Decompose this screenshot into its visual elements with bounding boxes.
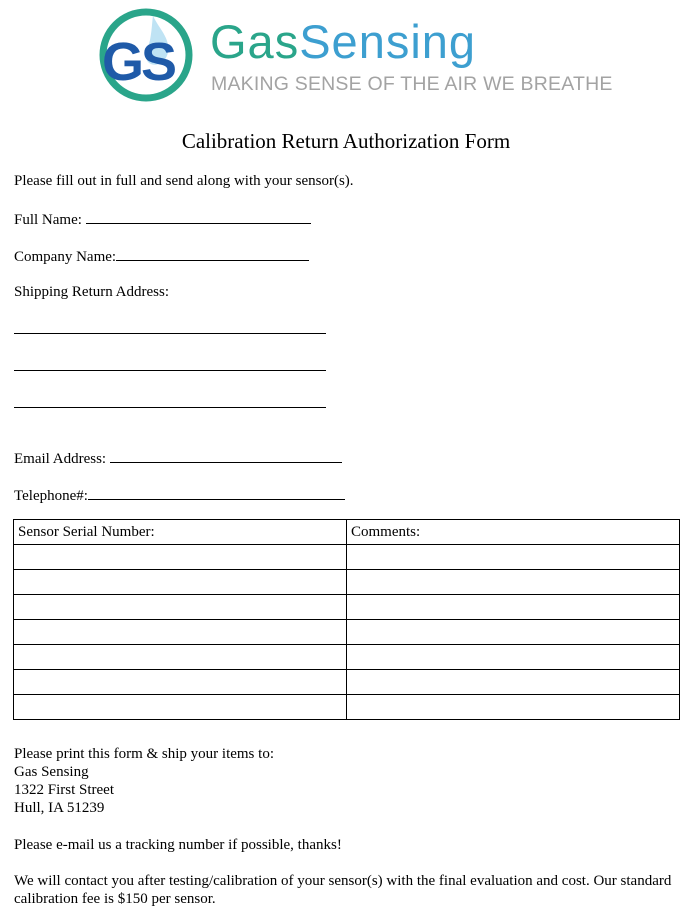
tracking-note: Please e-mail us a tracking number if possible, thanks! — [14, 836, 342, 853]
form-instruction: Please fill out in full and send along with your sensor(s). — [14, 173, 354, 189]
table-row — [14, 595, 680, 620]
shipping-address-line-3[interactable] — [14, 407, 326, 408]
telephone-field[interactable] — [88, 485, 345, 500]
serial-number-cell[interactable] — [14, 645, 347, 670]
comments-cell[interactable] — [347, 545, 680, 570]
gs-logo-mark-icon — [98, 8, 194, 102]
serial-number-header: Sensor Serial Number: — [14, 520, 347, 545]
form-title: Calibration Return Authorization Form — [181, 129, 511, 153]
email-row — [14, 448, 342, 468]
shipping-address-line-2[interactable] — [14, 370, 326, 371]
comments-cell[interactable] — [347, 645, 680, 670]
telephone-label: Telephone#: — [14, 488, 88, 504]
full-name-field[interactable] — [86, 209, 311, 224]
comments-cell[interactable] — [347, 595, 680, 620]
sensor-table — [13, 519, 680, 720]
comments-cell[interactable] — [347, 570, 680, 595]
shipping-label: Shipping Return Address: — [14, 284, 170, 300]
serial-number-cell[interactable] — [14, 595, 347, 620]
ship-city: Hull, IA 51239 — [14, 800, 105, 816]
full-name-row — [14, 209, 311, 229]
serial-number-cell[interactable] — [14, 545, 347, 570]
serial-number-cell[interactable] — [14, 570, 347, 595]
ship-intro: Please print this form & ship your items to: — [14, 746, 274, 762]
company-name-row — [14, 246, 309, 266]
table-row — [14, 670, 680, 695]
serial-number-cell[interactable] — [14, 695, 347, 720]
brand-name-sensing: Sensing — [299, 15, 477, 68]
serial-number-cell[interactable] — [14, 620, 347, 645]
table-header-row — [14, 520, 680, 545]
svg-text:GS: GS — [102, 32, 175, 92]
email-field[interactable] — [110, 448, 342, 463]
shipping-address-line-1[interactable] — [14, 333, 326, 334]
table-row — [14, 570, 680, 595]
telephone-row — [14, 485, 345, 505]
comments-cell[interactable] — [347, 695, 680, 720]
table-row — [14, 645, 680, 670]
ship-company: Gas Sensing — [14, 764, 89, 780]
brand-tagline: MAKING SENSE OF THE AIR WE BREATHE — [211, 73, 613, 95]
company-name-label: Company Name: — [14, 249, 117, 265]
table-row — [14, 545, 680, 570]
brand-name — [210, 12, 476, 72]
email-label: Email Address: — [14, 451, 110, 467]
company-name-field[interactable] — [116, 246, 309, 261]
table-row — [14, 620, 680, 645]
brand-name-gas: Gas — [210, 15, 300, 68]
full-name-label: Full Name: — [14, 212, 86, 228]
comments-cell[interactable] — [347, 620, 680, 645]
contact-note: We will contact you after testing/calibration of your sensor(s) with the final evaluation and cost. Our standard calibration fee is $150 per sensor. — [14, 873, 672, 907]
shipping-instructions — [14, 745, 684, 908]
table-row — [14, 695, 680, 720]
comments-header: Comments: — [347, 520, 680, 545]
gas-sensing-logo — [98, 8, 613, 103]
comments-cell[interactable] — [347, 670, 680, 695]
ship-street: 1322 First Street — [14, 782, 114, 798]
serial-number-cell[interactable] — [14, 670, 347, 695]
